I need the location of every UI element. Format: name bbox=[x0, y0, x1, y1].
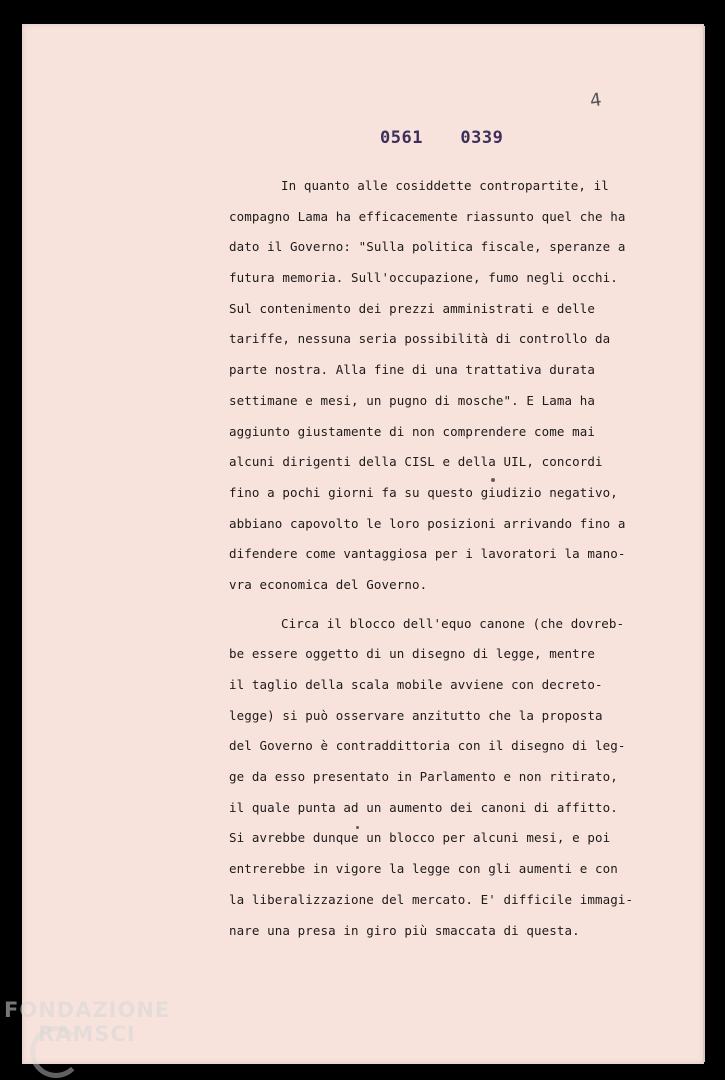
text-line: fino a pochi giorni fa su questo giudizio negativo, bbox=[229, 484, 618, 500]
paragraph-gap bbox=[229, 601, 609, 609]
text-line: Circa il blocco dell'equo canone (che dovreb- bbox=[281, 615, 625, 631]
text-line: Si avrebbe dunque un blocco per alcuni mesi, e poi bbox=[229, 830, 611, 846]
text-line: dato il Governo: "Sulla politica fiscale, speranze a bbox=[229, 239, 626, 255]
paragraph-1 bbox=[229, 171, 626, 601]
text-line: entrerebbe in vigore la legge con gli aumenti e con bbox=[229, 861, 618, 877]
handwritten-page-number: 4 bbox=[588, 89, 603, 112]
text-line: futura memoria. Sull'occupazione, fumo negli occhi. bbox=[229, 270, 618, 286]
text-line: del Governo è contraddittoria con il disegno di leg- bbox=[229, 738, 626, 754]
text-line: Sul contenimento dei prezzi amministrati e delle bbox=[229, 300, 596, 316]
watermark-line-2: RAMSCI bbox=[38, 1022, 136, 1046]
text-line: difendere come vantaggiosa per i lavoratori la mano- bbox=[229, 546, 626, 562]
text-line: vra economica del Governo. bbox=[229, 576, 428, 592]
page-edge bbox=[703, 26, 705, 1062]
text-line: ge da esso presentato in Parlamento e non ritirato, bbox=[229, 769, 618, 785]
text-line: legge) si può osservare anzitutto che la proposta bbox=[229, 707, 603, 723]
ink-speck bbox=[356, 826, 359, 829]
stamped-document-number: 0561 0339 bbox=[380, 128, 504, 148]
text-line: tariffe, nessuna seria possibilità di controllo da bbox=[229, 331, 611, 347]
text-line: In quanto alle cosiddette contropartite, il bbox=[281, 178, 609, 193]
text-line: il quale punta ad un aumento dei canoni di affitto. bbox=[229, 799, 618, 815]
ink-speck bbox=[491, 478, 495, 482]
text-line: compagno Lama ha efficacemente riassunto quel che ha bbox=[229, 208, 626, 224]
text-line: la liberalizzazione del mercato. E' difficile immagi- bbox=[229, 891, 634, 907]
text-line: settimane e mesi, un pugno di mosche". E Lama ha bbox=[229, 392, 596, 408]
text-line: il taglio della scala mobile avviene con decreto- bbox=[229, 677, 603, 692]
watermark-line-1: FONDAZIONE bbox=[4, 998, 171, 1022]
fondazione-gramsci-watermark bbox=[4, 1000, 170, 1045]
text-line: parte nostra. Alla fine di una trattativa durata bbox=[229, 362, 596, 378]
text-line: aggiunto giustamente di non comprendere come mai bbox=[229, 423, 596, 439]
typed-text-body bbox=[229, 171, 634, 946]
text-line: be essere oggetto di un disegno di legge, mentre bbox=[229, 646, 596, 662]
text-line: nare una presa in giro più smaccata di questa. bbox=[229, 922, 580, 938]
text-line: abbiano capovolto le loro posizioni arrivando fino a bbox=[229, 515, 626, 531]
text-line: alcuni dirigenti della CISL e della UIL, concordi bbox=[229, 454, 603, 470]
paragraph-2 bbox=[229, 609, 634, 947]
